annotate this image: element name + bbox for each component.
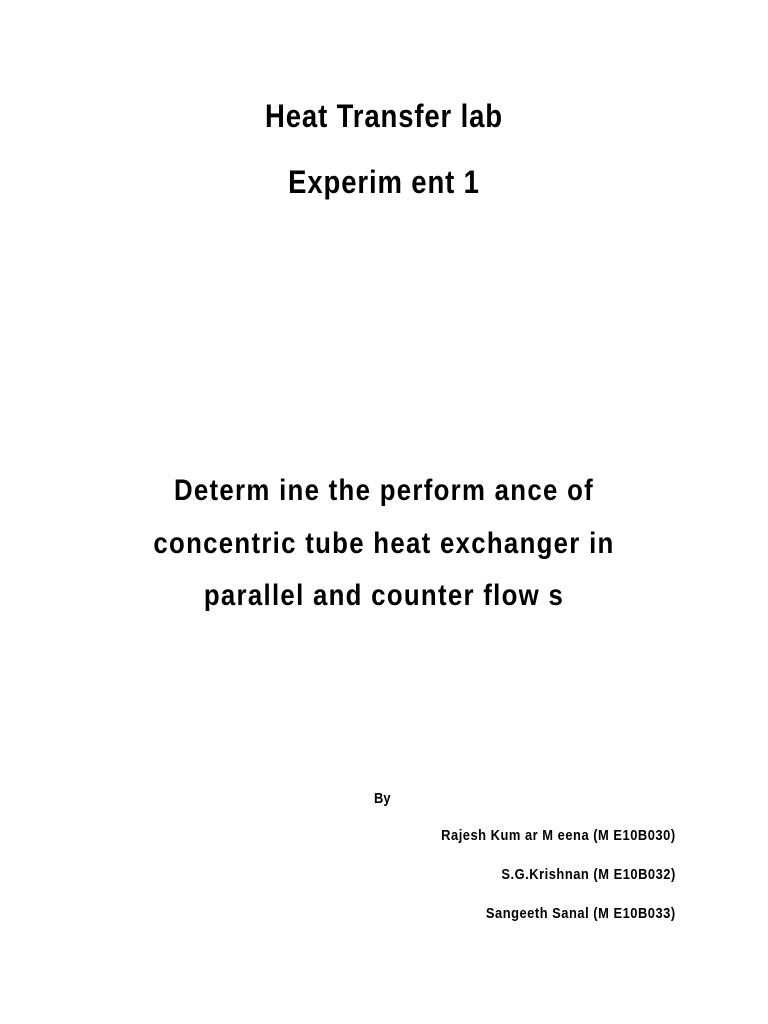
- author-2: S.G.Krishnan (M E10B032): [501, 866, 676, 883]
- by-label: By: [374, 790, 391, 807]
- author-3: Sangeeth Sanal (M E10B033): [486, 905, 676, 922]
- objective-line-3: parallel and counter flow s: [203, 579, 565, 612]
- objective-line-1: Determ ine the perform ance of: [173, 474, 595, 507]
- experiment-number: Experim ent 1: [288, 164, 480, 200]
- page-title: Heat Transfer lab: [265, 98, 503, 134]
- author-1: Rajesh Kum ar M eena (M E10B030): [441, 827, 676, 844]
- objective-line-2: concentric tube heat exchanger in: [153, 527, 615, 560]
